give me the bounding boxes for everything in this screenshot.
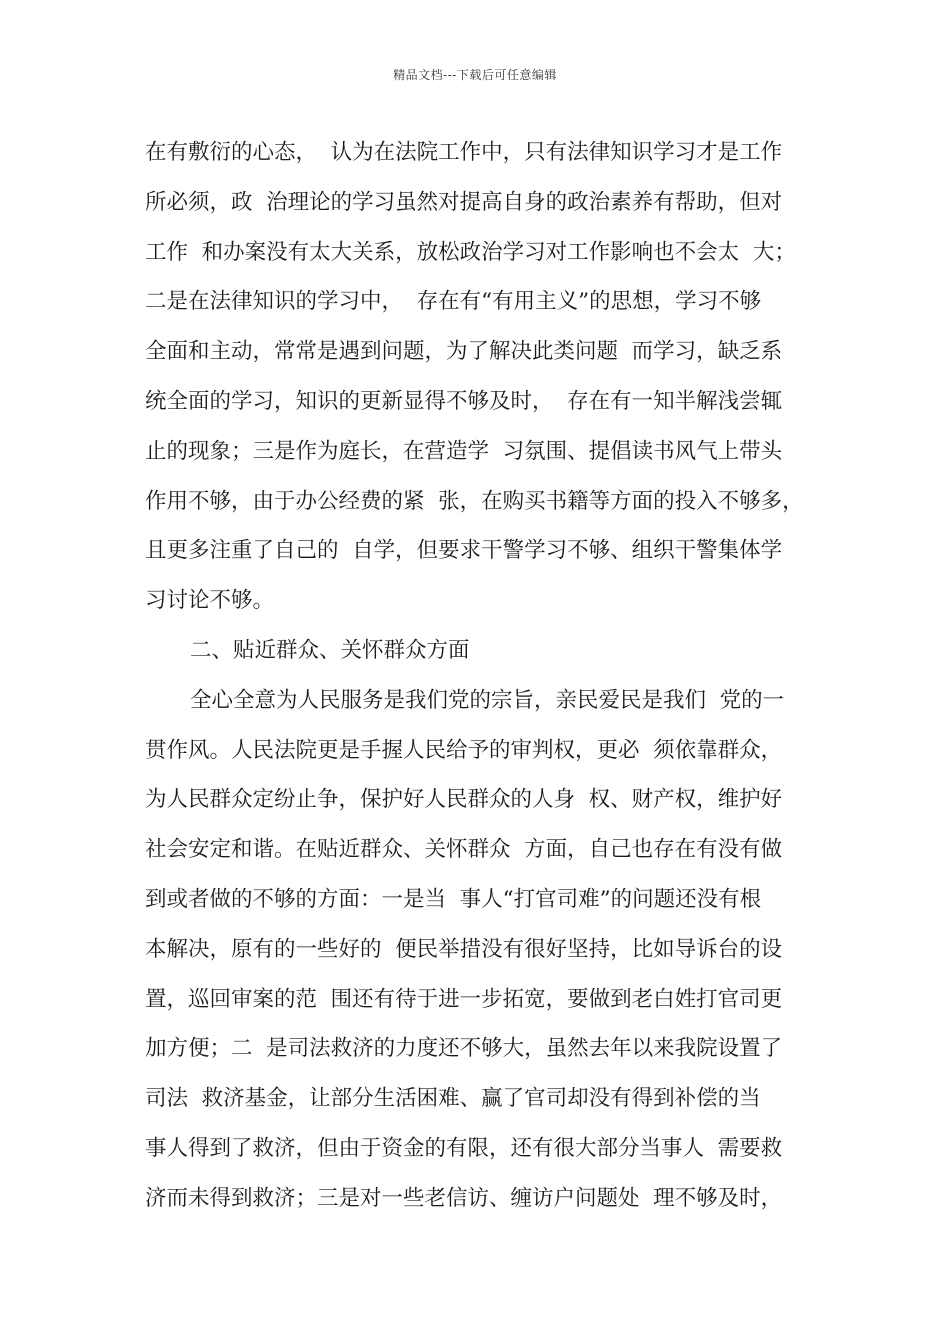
page-header: 精品文档---下载后可任意编辑: [393, 68, 557, 82]
document-body: [145, 128, 835, 1224]
paragraph-first-line: 全心全意为人民服务是我们党的宗旨，亲民爱民是我们 党的一: [190, 687, 785, 713]
text-line: 全面和主动，常常是遇到问题，为了解决此类问题 而学习，缺乏系: [145, 339, 783, 365]
text-line: 事人得到了救济，但由于资金的有限，还有很大部分当事人 需要救: [145, 1135, 783, 1161]
text-line: 习讨论不够。: [145, 588, 275, 614]
text-line: 司法 救济基金，让部分生活困难、赢了官司却没有得到补偿的当: [145, 1086, 761, 1112]
text-line: 贯作风。人民法院更是手握人民给予的审判权，更必 须依靠群众，: [145, 737, 783, 763]
text-line: 在有敷衍的心态， 认为在法院工作中，只有法律知识学习才是工作: [145, 140, 783, 165]
text-line: 置，巡回审案的范 围还有待于进一步拓宽，要做到老白姓打官司更: [145, 986, 783, 1012]
text-line: 到或者做的不够的方面：一是当 事人“打官司难”的问题还没有根: [145, 886, 762, 912]
text-line: 本解决，原有的一些好的 便民举措没有很好坚持，比如导诉台的设: [145, 936, 783, 962]
text-line: 所必须，政 治理论的学习虽然对提高自身的政治素养有帮助，但对: [145, 189, 783, 215]
text-line: 且更多注重了自己的 自学，但要求干警学习不够、组织干警集体学: [145, 538, 783, 564]
text-line: 作用不够，由于办公经费的紧 张，在购买书籍等方面的投入不够多，: [145, 488, 804, 514]
text-line: 止的现象；三是作为庭长，在营造学 习氛围、提倡读书风气上带头: [145, 438, 783, 464]
text-line: 二是在法律知识的学习中， 存在有“有用主义”的思想，学习不够: [145, 289, 762, 315]
text-line: 加方便；二 是司法救济的力度还不够大，虽然去年以来我院设置了: [145, 1036, 783, 1062]
text-line: 工作 和办案没有太大关系，放松政治学习对工作影响也不会太 大；: [145, 239, 796, 265]
text-line: 社会安定和谐。在贴近群众、关怀群众 方面，自己也存在有没有做: [145, 837, 783, 863]
text-line: 为人民群众定纷止争，保护好人民群众的人身 权、财产权，维护好: [145, 787, 783, 813]
text-line: 济而未得到救济；三是对一些老信访、缠访户问题处 理不够及时，: [145, 1185, 783, 1211]
text-line: 统全面的学习，知识的更新显得不够及时， 存在有一知半解浅尝辄: [145, 388, 783, 414]
section-heading: 二、贴近群众、关怀群众方面: [190, 637, 470, 663]
